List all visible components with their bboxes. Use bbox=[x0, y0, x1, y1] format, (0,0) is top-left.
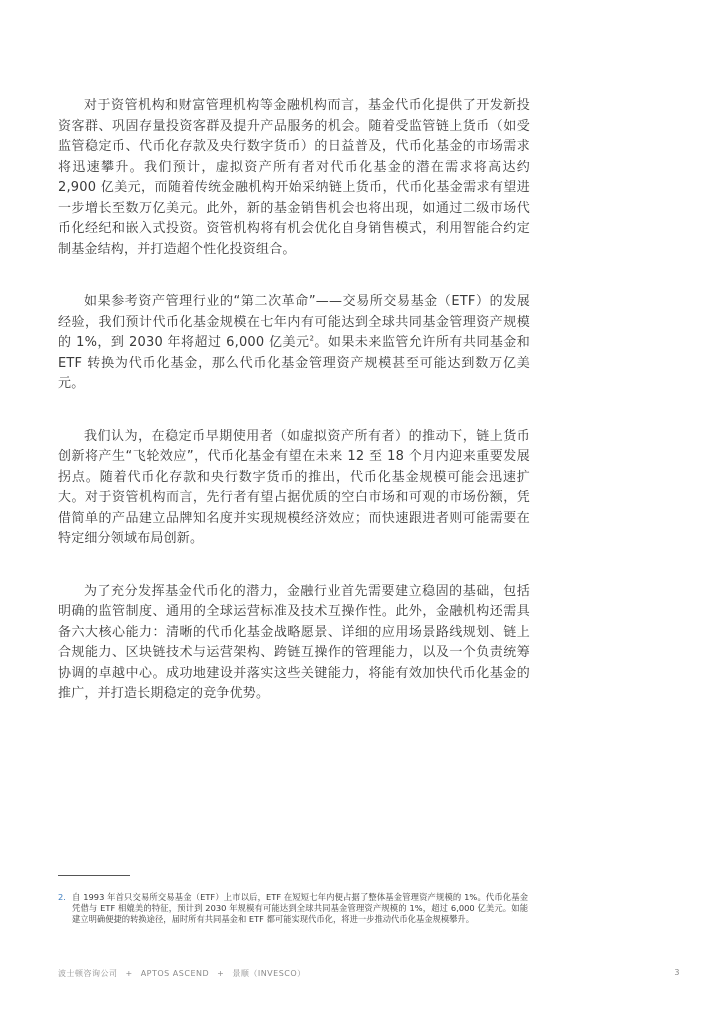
footnote-number: 2. bbox=[58, 892, 66, 902]
paragraph-2 bbox=[58, 292, 530, 395]
page-number: 3 bbox=[674, 968, 680, 977]
footnote-divider bbox=[58, 875, 130, 876]
paragraph-2-text-cont: 。如果未来监管允许所有共同基金和 ETF 转换为代币化基金，那么代币化基金管理资产规模甚至可能达到数万亿美元。 bbox=[58, 335, 530, 391]
paragraph-2-text: 如果参考资产管理行业的“第二次革命”——交易所交易基金（ETF）的发展经验，我们预计代币化基金规模在七年内有可能达到全球共同基金管理资产规模的 1%，到 2030 年将超过 6,000 亿美元 bbox=[58, 294, 530, 350]
footer-org-aptos: APTOS ASCEND bbox=[140, 969, 210, 978]
paragraph-3: 我们认为，在稳定币早期使用者（如虚拟资产所有者）的推动下，链上货币创新将产生“飞轮效应”，代币化基金有望在未来 12 至 18 个月内迎来重要发展拐点。随着代币化存款和央行数字货币的推出，代币化基金规模可能会迅速扩大。对于资管机构而言，先行者有望占据优质的空白市场和可观的市场份额，凭借简单的产品建立品牌知名度并实现规模经济效应；而快速跟进者则可能需要在特定细分领域布局创新。 bbox=[58, 428, 530, 546]
body-text bbox=[58, 96, 530, 737]
page-footer bbox=[58, 968, 680, 979]
footer-org-invesco: 景顺（INVESCO） bbox=[232, 969, 306, 978]
footer-separator: + bbox=[125, 969, 133, 978]
footer-separator: + bbox=[217, 969, 225, 978]
paragraph-1: 对于资管机构和财富管理机构等金融机构而言，基金代币化提供了开发新投资客群、巩固存量投资客群及提升产品服务的机会。随着受监管链上货币（如受监管稳定币、代币化存款及央行数字货币）的日益普及，代币化基金的市场需求将迅速攀升。我们预计，虚拟资产所有者对代币化基金的潜在需求将高达约 2,900 亿美元，而随着传统金融机构开始采纳链上货币，代币化基金需求有望进一步增长至数万亿美元。此外，新的基金销售机会也将出现，如通过二级市场代币化经纪和嵌入式投资。资管机构将有机会优化自身销售模式，利用智能合约定制基金结构，并打造超个性化投资组合。 bbox=[58, 98, 530, 257]
footnote-ref-2[interactable]: 2 bbox=[309, 334, 315, 343]
footnote-text: 自 1993 年首只交易所交易基金（ETF）上市以后，ETF 在短短七年内便占据了整体基金管理资产规模的 1%。代币化基金凭借与 ETF 相媲美的特征，预计到 2030 年规模有可能达到全球共同基金管理资产规模的 1%，超过 6,000 亿美元。如能建立明确便捷的转换途径，届时所有共同基金和 ETF 都可能实现代币化，将进一步推动代币化基金规模攀升。 bbox=[72, 892, 528, 924]
footer-org-bcg: 波士顿咨询公司 bbox=[58, 969, 118, 978]
footnote bbox=[58, 892, 528, 925]
paragraph-4: 为了充分发挥基金代币化的潜力，金融行业首先需要建立稳固的基础，包括明确的监管制度、通用的全球运营标准及技术互操作性。此外，金融机构还需具备六大核心能力：清晰的代币化基金战略愿景、详细的应用场景路线规划、链上合规能力、区块链技术与运营架构、跨链互操作的管理能力，以及一个负责统筹协调的卓越中心。成功地建设并落实这些关键能力，将能有效加快代币化基金的推广，并打造长期稳定的竞争优势。 bbox=[58, 583, 530, 701]
